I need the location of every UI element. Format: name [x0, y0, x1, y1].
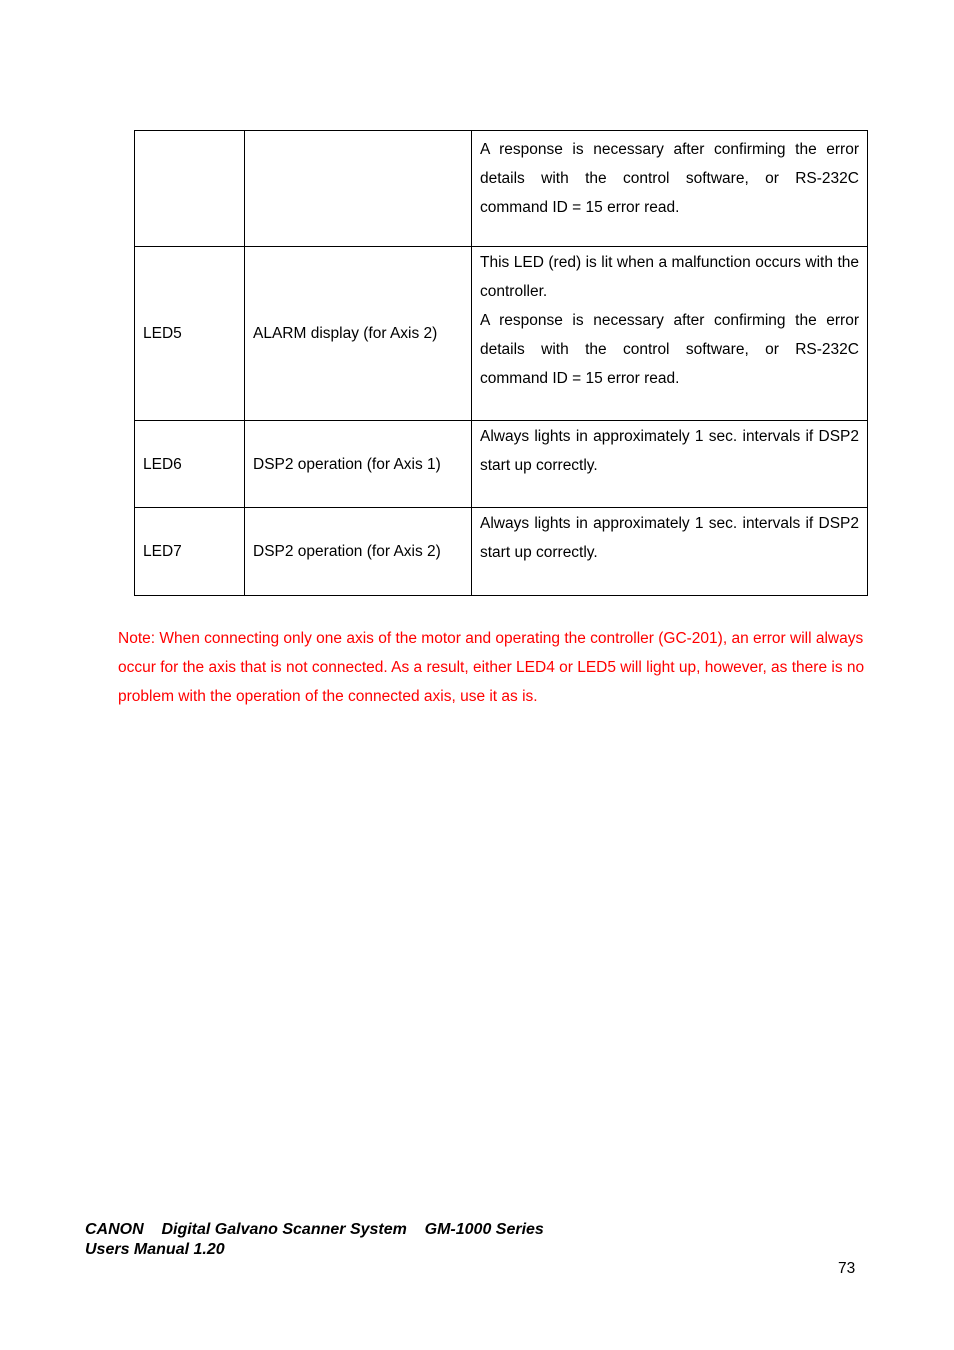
- led-function-cell: ALARM display (for Axis 2): [245, 247, 472, 421]
- page-number: 73: [838, 1260, 856, 1277]
- table-row: [135, 421, 868, 508]
- description-paragraph: A response is necessary after confirming the error details with the control software, or RS-232C command ID = 15 error read.: [480, 312, 859, 387]
- description-paragraph: Always lights in approximately 1 sec. intervals if DSP2 start up correctly.: [480, 428, 859, 474]
- led-function-cell: DSP2 operation (for Axis 1): [245, 421, 472, 508]
- description-paragraph: Always lights in approximately 1 sec. intervals if DSP2 start up correctly.: [480, 515, 859, 561]
- led-id-cell: LED7: [135, 508, 245, 596]
- table-row: [135, 131, 868, 247]
- led-table: [134, 130, 868, 596]
- table-row: [135, 508, 868, 596]
- led-description-cell: [472, 421, 868, 508]
- note-text: Note: When connecting only one axis of the motor and operating the controller (GC-201), an error will always occur for the axis that is not connected. As a result, either LED4 or LED5 will light up, however, as there is no problem with the operation of the connected axis, use it as is.: [118, 630, 865, 705]
- led-description-cell: [472, 508, 868, 596]
- description-paragraph: This LED (red) is lit when a malfunction occurs with the controller.: [480, 254, 859, 300]
- led-function-cell: [245, 131, 472, 247]
- footer: [85, 1220, 544, 1260]
- led-id-cell: [135, 131, 245, 247]
- led-description-cell: [472, 131, 868, 247]
- footer-product-line: CANON Digital Galvano Scanner System GM-1000 Series: [85, 1221, 544, 1238]
- led-id-cell: LED5: [135, 247, 245, 421]
- description-paragraph: A response is necessary after confirming the error details with the control software, or RS-232C command ID = 15 error read.: [480, 141, 859, 216]
- led-id-cell: LED6: [135, 421, 245, 508]
- footer-manual-version: Users Manual 1.20: [85, 1241, 225, 1258]
- table-row: [135, 247, 868, 421]
- led-description-cell: [472, 247, 868, 421]
- led-function-cell: DSP2 operation (for Axis 2): [245, 508, 472, 596]
